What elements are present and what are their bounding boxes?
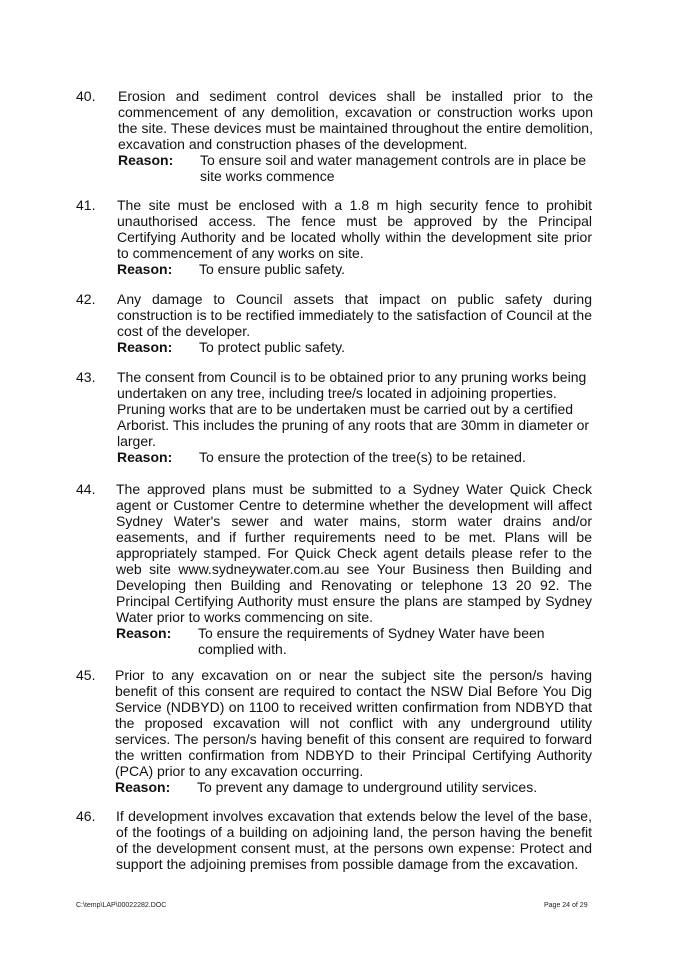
condition-text: Any damage to Council assets that impact on public safety during construction is to be rectified immediately to the satisfaction of Council at the cost of the developer. — [117, 291, 592, 339]
condition-text: The site must be enclosed with a 1.8 m high security fence to prohibit unauthorised access. The fence must be approved by the Principal Certifying Authority and be located wholly within the development site prior to commencement of any works on site. — [117, 197, 592, 261]
reason-text: To protect public safety. — [199, 339, 346, 355]
condition-number: 41. — [76, 197, 96, 213]
reason-text: To ensure public safety. — [199, 261, 346, 277]
condition-reason — [117, 449, 595, 465]
condition-reason — [117, 339, 592, 355]
reason-text: To ensure the requirements of Sydney Water have been complied with. — [198, 625, 545, 657]
condition-text: If development involves excavation that extends below the level of the base, of the footings of a building on adjoining land, the person having the benefit of the development consent must, at the persons own expense: Protect and support the adjoining premises from possible damage from the excavation. — [116, 808, 592, 872]
condition-body — [115, 667, 592, 795]
condition-body — [116, 808, 592, 872]
reason-label: Reason: — [118, 152, 174, 168]
condition-text: Erosion and sediment control devices shall be installed prior to the commencement of any demolition, excavation or construction works upon the site. These devices must be maintained throughout the entire demolition, excavation and construction phases of the development. — [118, 88, 593, 152]
reason-label: Reason: — [116, 625, 172, 641]
reason-label: Reason: — [115, 779, 171, 795]
condition-reason — [115, 779, 592, 795]
footer-page-number: Page 24 of 29 — [544, 902, 588, 909]
condition-body — [117, 197, 592, 277]
reason-label: Reason: — [117, 261, 173, 277]
footer-file-path: C:\temp\LAP\00022282.DOC — [76, 902, 167, 909]
condition-number: 45. — [76, 667, 96, 683]
condition-number: 44. — [76, 481, 96, 497]
condition-text: The approved plans must be submitted to a Sydney Water Quick Check agent or Customer Centre to determine whether the development will affect Sydney Water's sewer and water mains, storm water drains and/or easements, and if further requirements need to be met. Plans will be appropriately stamped. For Quick Check agent details please refer to the web site www.sydneywater.com.au see Your Business then Building and Developing then Building and Renovating or telephone 13 20 92. The Principal Certifying Authority must ensure the plans are stamped by Sydney Water prior to works commencing on site. — [116, 481, 592, 625]
condition-number: 43. — [76, 369, 96, 385]
condition-body — [117, 291, 592, 355]
condition-text: Prior to any excavation on or near the subject site the person/s having benefit of this consent are required to contact the NSW Dial Before You Dig Service (NDBYD) on 1100 to received written confirmation from NDBYD that the proposed excavation will not conflict with any underground utility services. The person/s having benefit of this consent are required to forward the written confirmation from NDBYD to their Principal Certifying Authority (PCA) prior to any excavation occurring. — [115, 667, 592, 779]
condition-number: 40. — [76, 88, 96, 104]
reason-text: To ensure soil and water management controls are in place be site works commence — [200, 152, 586, 184]
condition-reason — [116, 625, 592, 657]
condition-body — [116, 481, 592, 657]
reason-text: To ensure the protection of the tree(s) to be retained. — [199, 449, 526, 465]
condition-reason — [118, 152, 593, 184]
condition-body — [117, 369, 595, 465]
reason-text: To prevent any damage to underground utility services. — [197, 779, 538, 795]
condition-body — [118, 88, 593, 184]
condition-reason — [117, 261, 592, 277]
condition-text: The consent from Council is to be obtained prior to any pruning works being undertaken on any tree, including tree/s located in adjoining properties. Pruning works that are to be undertaken must be carried out by a certified Arborist. This includes the pruning of any roots that are 30mm in diameter or larger. — [117, 369, 590, 449]
reason-label: Reason: — [117, 339, 173, 355]
condition-number: 42. — [76, 291, 96, 307]
reason-label: Reason: — [117, 449, 173, 465]
condition-number: 46. — [76, 808, 96, 824]
